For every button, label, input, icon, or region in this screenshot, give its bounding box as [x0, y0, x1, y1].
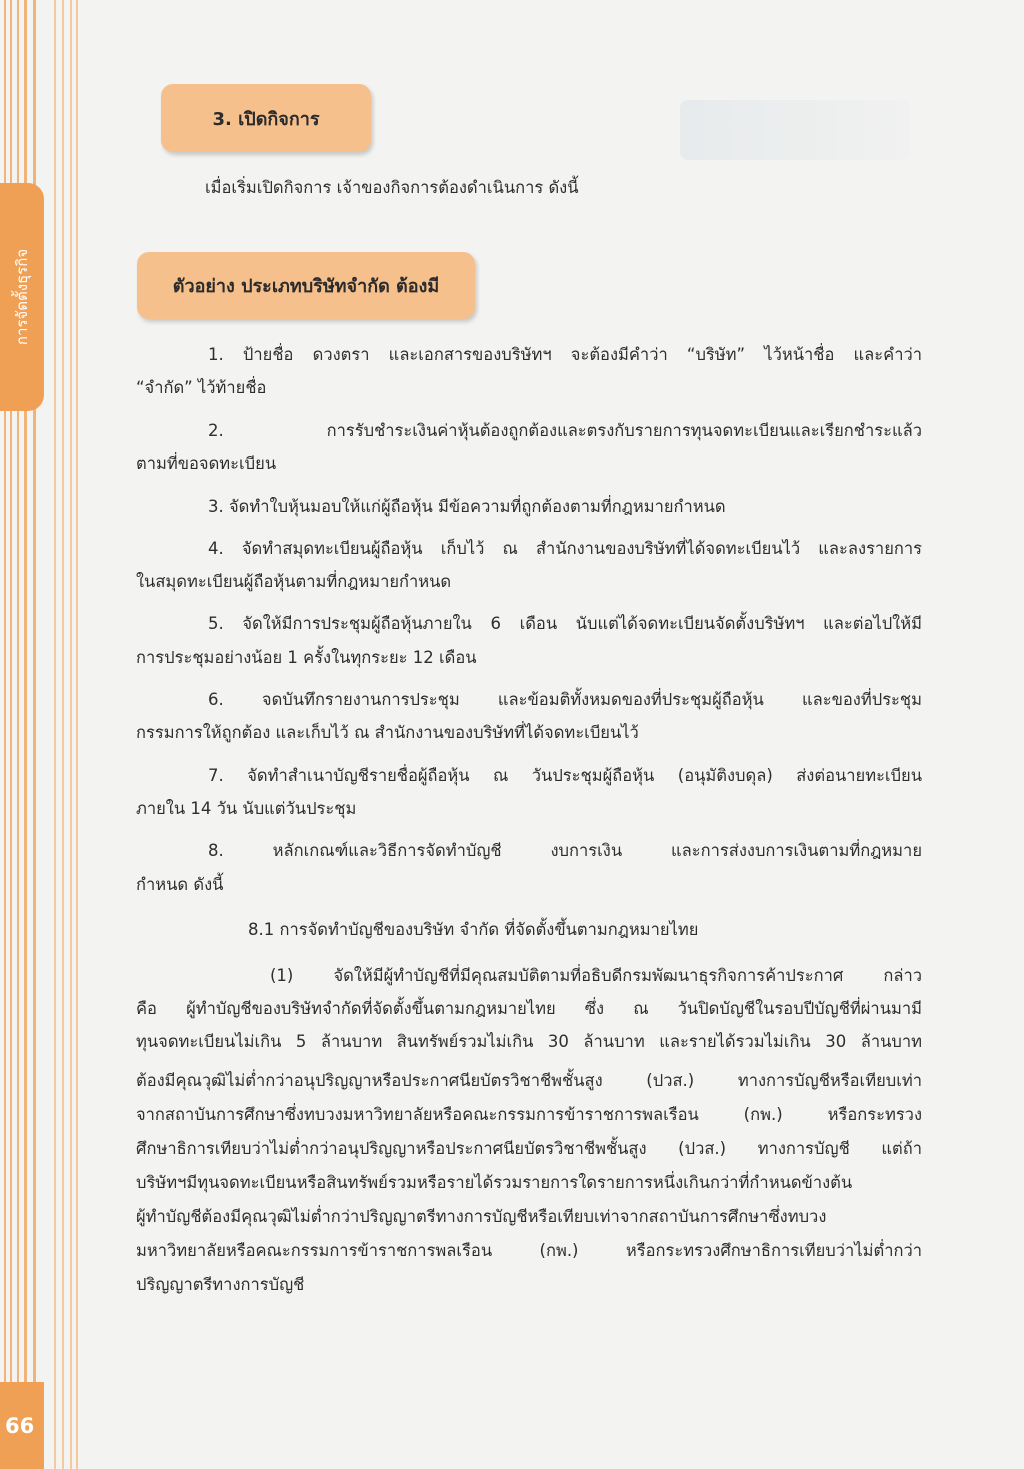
margin-stripe	[76, 0, 78, 1469]
margin-stripe	[54, 0, 56, 1469]
list-item-4-line-1: 4. จัดทำสมุดทะเบียนผู้ถือหุ้น เก็บไว้ ณ สำนักงานของบริษัทที่ได้จดทะเบียนไว้ และลงรายการ	[208, 539, 922, 558]
page-number: 66	[5, 1414, 35, 1438]
clause-line: จากสถาบันการศึกษาซึ่งทบวงมหาวิทยาลัยหรือคณะกรรมการข้าราชการพลเรือน (กพ.) หรือกระทรวง	[136, 1105, 922, 1124]
margin-stripe	[70, 0, 72, 1469]
list-item-4-line-2: ในสมุดทะเบียนผู้ถือหุ้นตามที่กฎหมายกำหนด	[136, 572, 452, 591]
clause-line: ผู้ทำบัญชีต้องมีคุณวุฒิไม่ต่ำกว่าปริญญาตรีทางการบัญชีหรือเทียบเท่าจากสถาบันการศึกษาซึ่งทบวง	[136, 1207, 827, 1226]
list-item-7-line-1: 7. จัดทำสำเนาบัญชีรายชื่อผู้ถือหุ้น ณ วันประชุมผู้ถือหุ้น (อนุมัติงบดุล) ส่งต่อนายทะเบียน	[208, 766, 922, 785]
clause-line: (1) จัดให้มีผู้ทำบัญชีที่มีคุณสมบัติตามที่อธิบดีกรมพัฒนาธุรกิจการค้าประกาศ กล่าว	[270, 966, 922, 985]
section-heading-text: 3. เปิดกิจการ	[212, 108, 320, 130]
clause-line: ศึกษาธิการเทียบว่าไม่ต่ำกว่าอนุปริญญาหรือประกาศนียบัตรวิชาชีพชั้นสูง (ปวส.) ทางการบัญชี แต่ถ้า	[136, 1139, 922, 1158]
clause-line: ปริญญาตรีทางการบัญชี	[136, 1275, 305, 1294]
list-item-5-line-1: 5. จัดให้มีการประชุมผู้ถือหุ้นภายใน 6 เดือน นับแต่ได้จดทะเบียนจัดตั้งบริษัทฯ และต่อไปให้มี	[208, 614, 922, 633]
list-item-3: 3. จัดทำใบหุ้นมอบให้แก่ผู้ถือหุ้น มีข้อความที่ถูกต้องตามที่กฎหมายกำหนด	[208, 497, 726, 516]
list-item-1-line-2: “จำกัด” ไว้ท้ายชื่อ	[136, 378, 267, 397]
clause-line: ทุนจดทะเบียนไม่เกิน 5 ล้านบาท สินทรัพย์รวมไม่เกิน 30 ล้านบาท และรายได้รวมไม่เกิน 30 ล้านบาท	[136, 1032, 922, 1051]
section-intro: เมื่อเริ่มเปิดกิจการ เจ้าของกิจการต้องดำเนินการ ดังนี้	[205, 178, 579, 197]
example-heading	[137, 252, 475, 319]
example-heading-text: ตัวอย่าง ประเภทบริษัทจำกัด ต้องมี	[172, 276, 440, 297]
list-item-5-line-2: การประชุมอย่างน้อย 1 ครั้งในทุกระยะ 12 เดือน	[136, 648, 477, 667]
section-heading	[161, 84, 371, 152]
scan-shadow	[680, 100, 910, 160]
sub-item-title: 8.1 การจัดทำบัญชีของบริษัท จำกัด ที่จัดตั้งขึ้นตามกฎหมายไทย	[248, 920, 699, 939]
clause-line: มหาวิทยาลัยหรือคณะกรรมการข้าราชการพลเรือน (กพ.) หรือกระทรวงศึกษาธิการเทียบว่าไม่ต่ำกว่า	[136, 1241, 922, 1260]
list-item-2-line-1: 2. การรับชำระเงินค่าหุ้นต้องถูกต้องและตรงกับรายการทุนจดทะเบียนและเรียกชำระแล้ว	[208, 421, 922, 440]
list-item-6-line-1: 6. จดบันทึกรายงานการประชุม และข้อมติทั้งหมดของที่ประชุมผู้ถือหุ้น และของที่ประชุม	[208, 690, 922, 709]
list-item-1-line-1: 1. ป้ายชื่อ ดวงตรา และเอกสารของบริษัทฯ จะต้องมีคำว่า “บริษัท” ไว้หน้าชื่อ และคำว่า	[208, 345, 922, 364]
clause-line: คือ ผู้ทำบัญชีของบริษัทจำกัดที่จัดตั้งขึ้นตามกฎหมายไทย ซึ่ง ณ วันปิดบัญชีในรอบปีบัญชีที่ผ่านมามี	[136, 999, 922, 1018]
list-item-2-line-2: ตามที่ขอจดทะเบียน	[136, 454, 277, 473]
margin-stripe	[62, 0, 64, 1469]
list-item-8-line-1: 8. หลักเกณฑ์และวิธีการจัดทำบัญชี งบการเงิน และการส่งงบการเงินตามที่กฎหมาย	[208, 841, 922, 860]
clause-line: บริษัทฯมีทุนจดทะเบียนหรือสินทรัพย์รวมหรือรายได้รวมรายการใดรายการหนึ่งเกินกว่าที่กำหนดข้างต้น	[136, 1173, 853, 1192]
chapter-side-tab-label: การจัดตั้งธุรกิจ	[13, 248, 31, 346]
clause-line: ต้องมีคุณวุฒิไม่ต่ำกว่าอนุปริญญาหรือประกาศนียบัตรวิชาชีพชั้นสูง (ปวส.) ทางการบัญชีหรือเทียบเท่า	[136, 1071, 922, 1090]
list-item-6-line-2: กรรมการให้ถูกต้อง และเก็บไว้ ณ สำนักงานของบริษัทที่ได้จดทะเบียนไว้	[136, 723, 639, 742]
list-item-7-line-2: ภายใน 14 วัน นับแต่วันประชุม	[136, 799, 357, 818]
list-item-8-line-2: กำหนด ดังนี้	[136, 875, 224, 894]
